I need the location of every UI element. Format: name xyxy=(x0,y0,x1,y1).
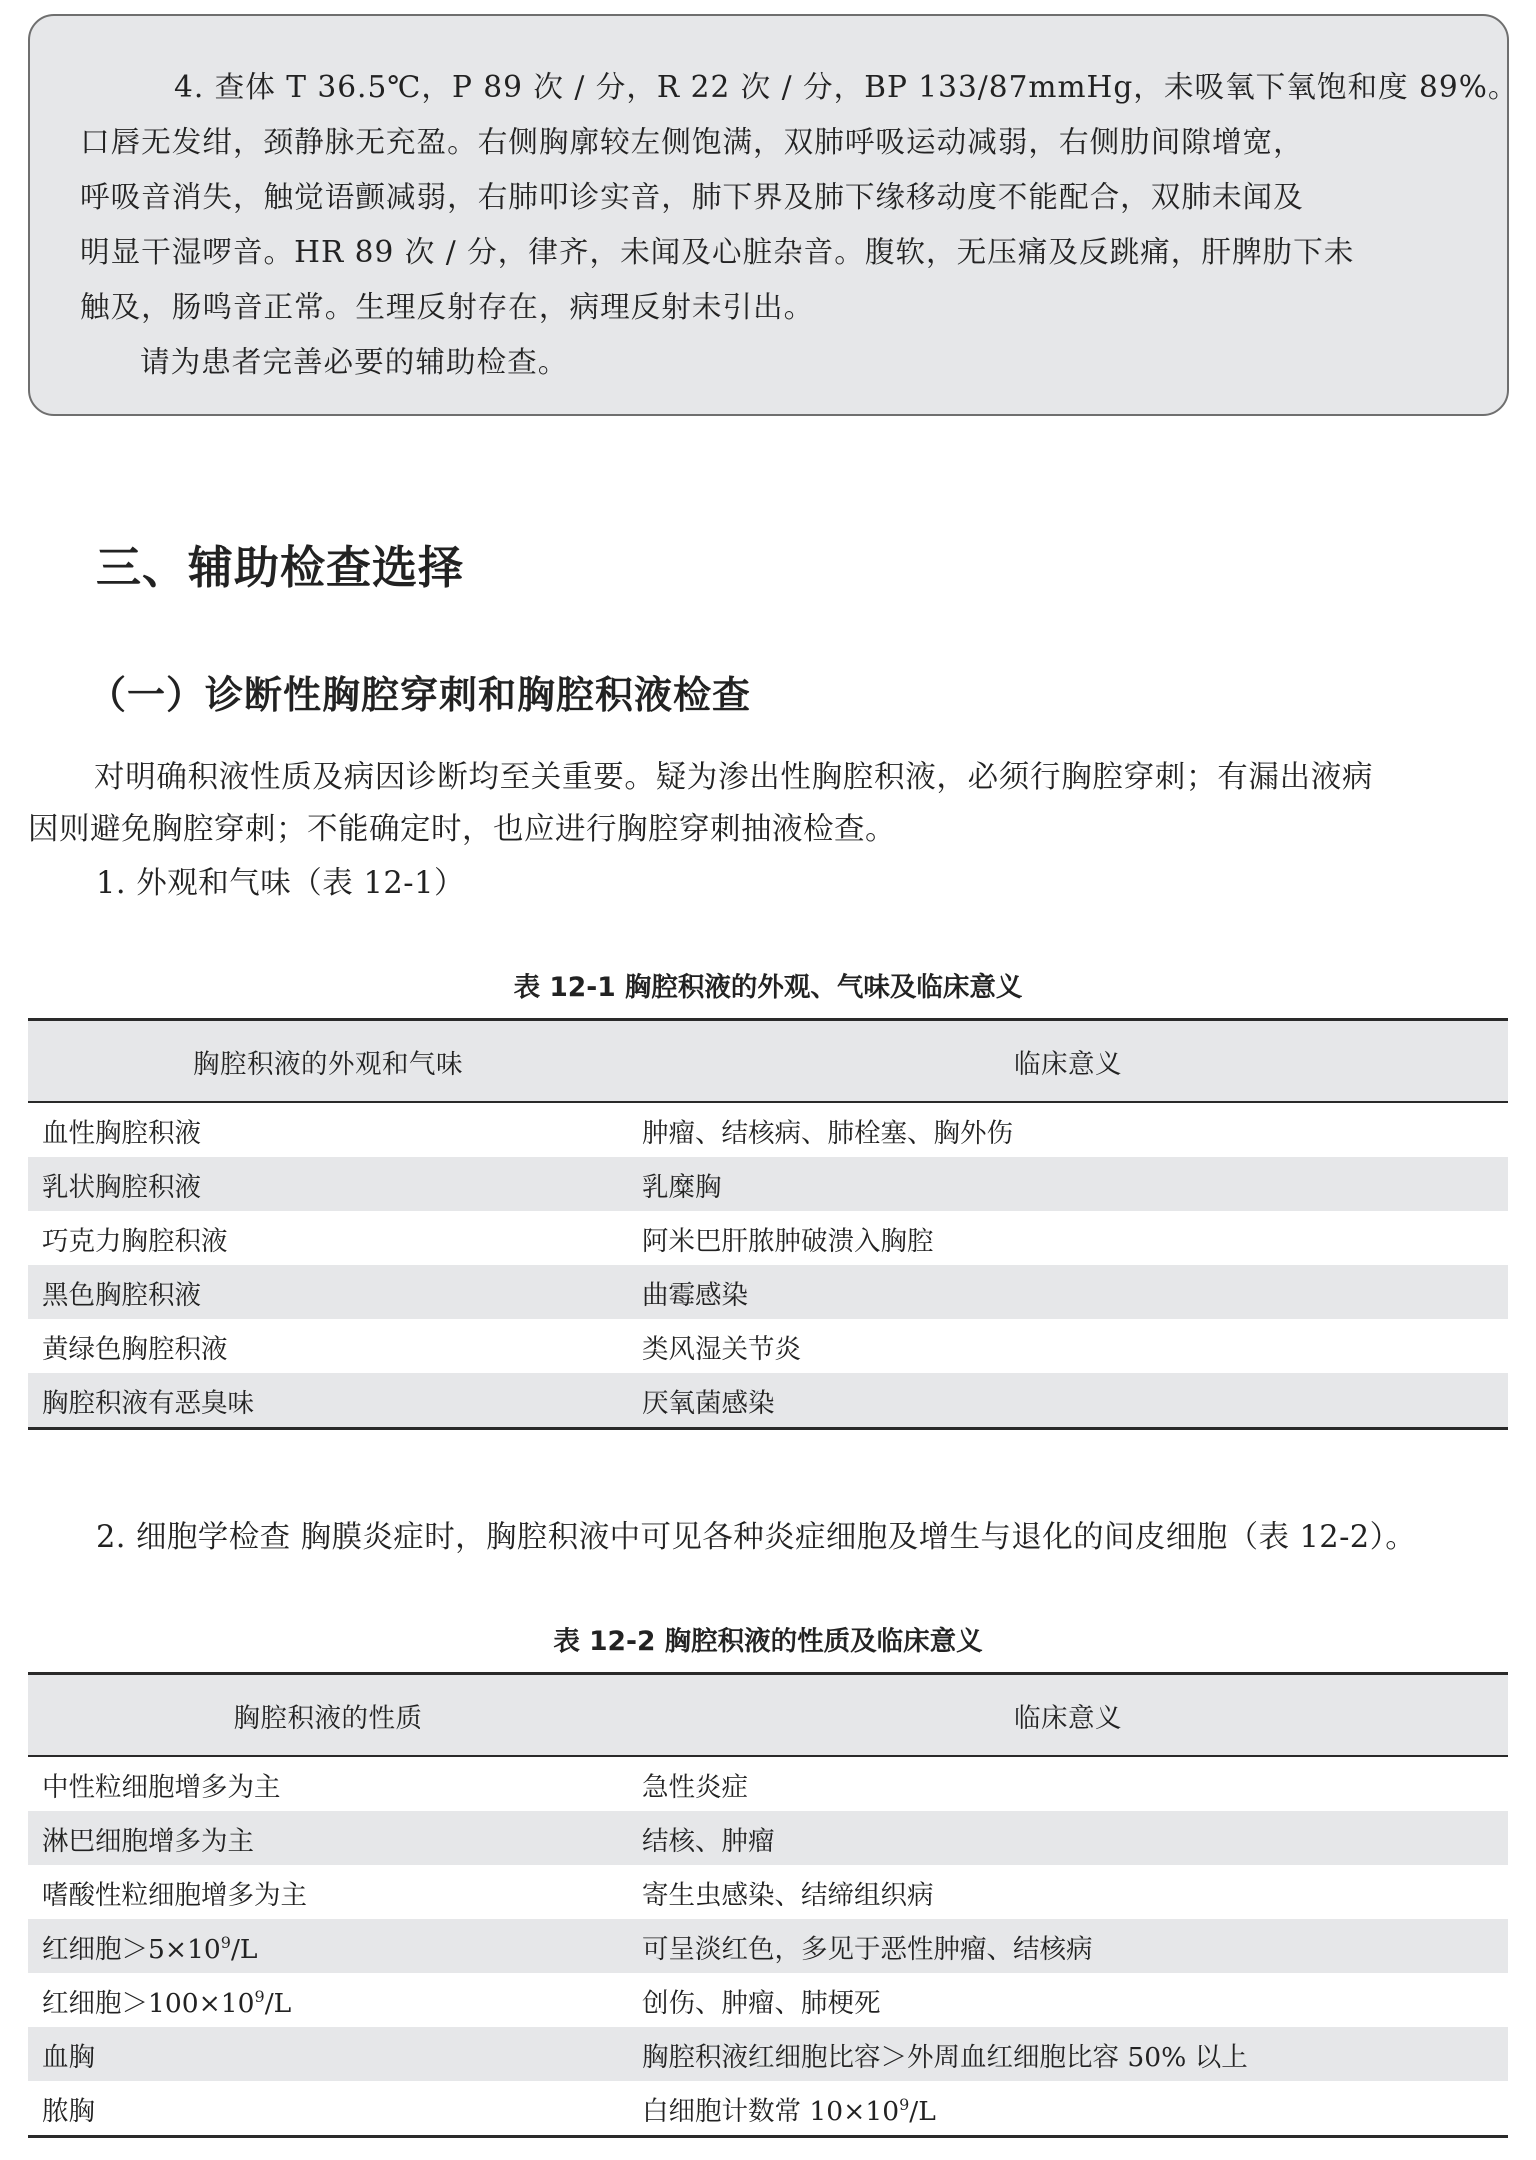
table-cell: 黄绿色胸腔积液 xyxy=(42,1333,228,1365)
table-cell xyxy=(628,2081,1508,2137)
cell-unit: /L xyxy=(909,2095,936,2127)
table-cell: 黑色胸腔积液 xyxy=(28,1265,628,1319)
table-cell: 乳状胸腔积液 xyxy=(28,1157,628,1211)
table-cell: 中性粒细胞增多为主 xyxy=(42,1771,281,1803)
table-cell xyxy=(28,1973,628,2027)
table-cell: 寄生虫感染、结缔组织病 xyxy=(642,1879,934,1911)
section-title: 三、辅助检查选择 xyxy=(96,541,465,594)
table-row xyxy=(28,1157,1508,1211)
superscript-exponent: 9 xyxy=(254,1986,265,2006)
table-cell: 淋巴细胞增多为主 xyxy=(28,1811,628,1865)
table-1-caption: 表 12-1 胸腔积液的外观、气味及临床意义 xyxy=(513,972,1023,1003)
superscript-exponent: 9 xyxy=(899,2094,910,2114)
table-header-cell: 临床意义 xyxy=(628,1674,1508,1757)
table-1 xyxy=(28,1018,1508,1430)
table-cell: 肿瘤、结核病、肺栓塞、胸外伤 xyxy=(642,1117,1013,1149)
table-row xyxy=(28,1973,1508,2027)
intro-line-1: 对明确积液性质及病因诊断均至关重要。疑为渗出性胸腔积液，必须行胸腔穿刺；有漏出液病 xyxy=(94,760,1374,795)
table-cell: 结核、肿瘤 xyxy=(628,1811,1508,1865)
table-cell: 胸腔积液红细胞比容＞外周血红细胞比容 50% 以上 xyxy=(628,2027,1508,2081)
callout-line: 触及，肠鸣音正常。生理反射存在，病理反射未引出。 xyxy=(80,290,815,324)
table-header-cell: 临床意义 xyxy=(628,1020,1508,1103)
table-row xyxy=(28,1373,1508,1429)
table-cell: 脓胸 xyxy=(28,2081,628,2137)
table-row xyxy=(28,1319,1508,1373)
table-row xyxy=(28,1265,1508,1319)
table-row xyxy=(28,1102,1508,1157)
table-header-row xyxy=(28,1674,1508,1757)
table-cell: 巧克力胸腔积液 xyxy=(42,1225,228,1257)
table-cell: 乳糜胸 xyxy=(628,1157,1508,1211)
subsection-title: （一）诊断性胸腔穿刺和胸腔积液检查 xyxy=(88,673,752,717)
table-row xyxy=(28,2027,1508,2081)
callout-line: 呼吸音消失，触觉语颤减弱，右肺叩诊实音，肺下界及肺下缘移动度不能配合，双肺未闻及 xyxy=(80,180,1304,214)
table-row xyxy=(28,1919,1508,1973)
cell-unit: /L xyxy=(264,1987,292,2019)
table-2 xyxy=(28,1672,1508,2138)
item-1-heading: 1. 外观和气味（表 12-1） xyxy=(96,866,466,901)
table-2-caption: 表 12-2 胸腔积液的性质及临床意义 xyxy=(553,1626,983,1657)
table-cell: 血性胸腔积液 xyxy=(42,1117,201,1149)
cell-unit: /L xyxy=(230,1933,258,1965)
callout-prompt: 请为患者完善必要的辅助检查。 xyxy=(140,345,569,379)
callout-line: 明显干湿啰音。HR 89 次 / 分，律齐，未闻及心脏杂音。腹软，无压痛及反跳痛，肝脾肋下未 xyxy=(80,235,1355,269)
table-cell: 急性炎症 xyxy=(642,1771,748,1803)
table-header-cell: 胸腔积液的性质 xyxy=(28,1674,628,1757)
callout-line: 4. 查体 T 36.5℃，P 89 次 / 分，R 22 次 / 分，BP 133/87mmHg，未吸氧下氧饱和度 89%。 xyxy=(174,70,1519,104)
table-cell: 创伤、肿瘤、肺梗死 xyxy=(642,1987,881,2019)
intro-paragraph xyxy=(28,752,1508,856)
table-row xyxy=(28,1211,1508,1265)
item-2-paragraph: 2. 细胞学检查 胸膜炎症时，胸腔积液中可见各种炎症细胞及增生与退化的间皮细胞（表 12-2）。 xyxy=(96,1520,1417,1555)
table-header-cell: 胸腔积液的外观和气味 xyxy=(28,1020,628,1103)
table-cell: 胸腔积液有恶臭味 xyxy=(28,1373,628,1429)
cell-text: 红细胞＞5×10 xyxy=(42,1933,221,1965)
superscript-exponent: 9 xyxy=(220,1932,231,1952)
intro-line-2: 因则避免胸腔穿刺；不能确定时，也应进行胸腔穿刺抽液检查。 xyxy=(28,812,896,847)
case-callout-box xyxy=(28,14,1519,416)
table-cell: 血胸 xyxy=(28,2027,628,2081)
table-cell: 可呈淡红色，多见于恶性肿瘤、结核病 xyxy=(628,1919,1508,1973)
table-row xyxy=(28,1865,1508,1919)
table-cell xyxy=(28,1919,628,1973)
table-cell: 类风湿关节炎 xyxy=(642,1333,801,1365)
table-cell: 嗜酸性粒细胞增多为主 xyxy=(42,1879,307,1911)
callout-line: 口唇无发绀，颈静脉无充盈。右侧胸廓较左侧饱满，双肺呼吸运动减弱，右侧肋间隙增宽， xyxy=(80,125,1304,159)
cell-text: 白细胞计数常 10×10 xyxy=(642,2095,900,2127)
table-cell: 阿米巴肝脓肿破溃入胸腔 xyxy=(642,1225,934,1257)
table-cell: 曲霉感染 xyxy=(628,1265,1508,1319)
table-row xyxy=(28,1811,1508,1865)
table-row xyxy=(28,2081,1508,2137)
cell-text: 红细胞＞100×10 xyxy=(42,1987,255,2019)
table-cell: 厌氧菌感染 xyxy=(628,1373,1508,1429)
table-header-row xyxy=(28,1020,1508,1103)
table-row xyxy=(28,1756,1508,1811)
